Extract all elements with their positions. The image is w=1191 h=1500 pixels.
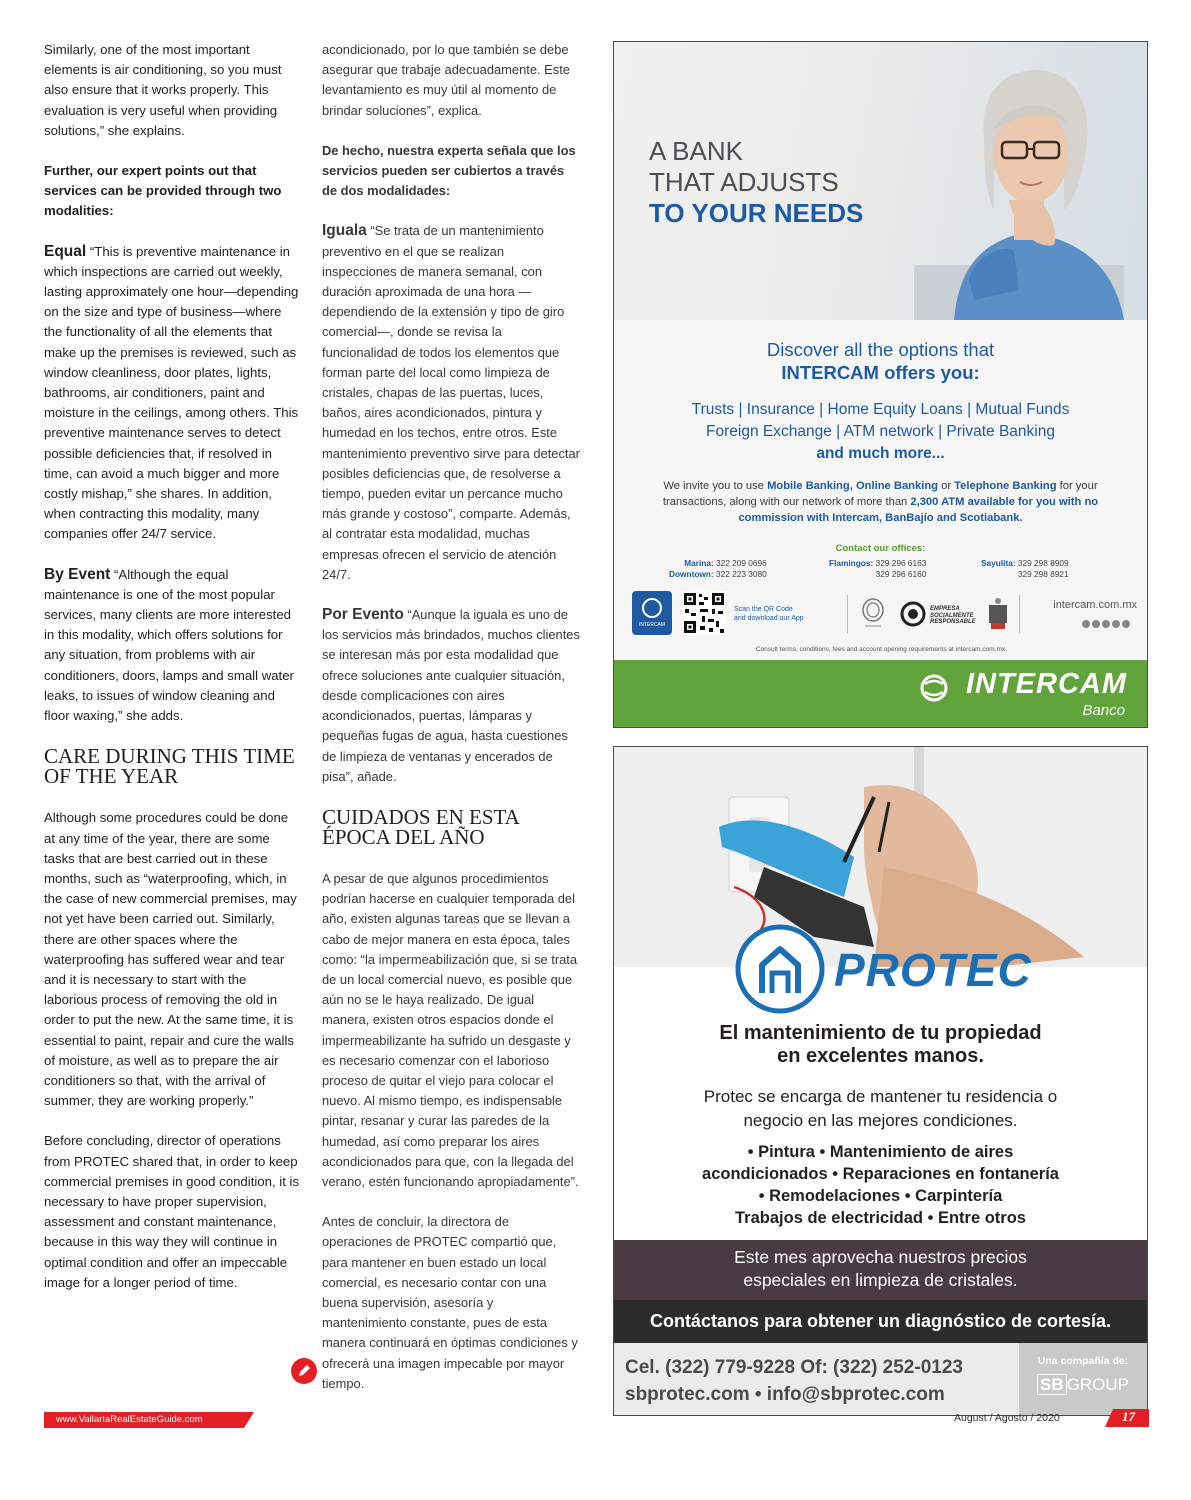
es-section-heading: CUIDADOS EN ESTA ÉPOCA DEL AÑO (322, 804, 519, 849)
en-event-label: By Event (44, 565, 111, 583)
intercam-app-icon[interactable] (632, 591, 672, 635)
office2-label-1: Flamingos: (829, 558, 874, 568)
esr-text-3: RESPONSABLE (930, 619, 976, 625)
scan-text-1: Scan the QR Code (734, 606, 793, 613)
instagram-icon[interactable] (1102, 620, 1110, 628)
discover-text (614, 338, 1147, 384)
invite-part-e: for your transactions, along with our network of more than (662, 480, 1098, 508)
intercam-brand-bar (614, 660, 1147, 728)
logo-row (632, 591, 1137, 639)
office2-phone-2: 329 296 6160 (875, 569, 927, 579)
protec-phones[interactable]: Cel. (322) 779-9228 Of: (322) 252-0123 (625, 1357, 963, 1378)
services-line-1: Trusts | Insurance | Home Equity Loans | Mutual Funds (691, 401, 1070, 418)
services-list (614, 399, 1147, 465)
woman-photo (914, 50, 1144, 320)
office1-label-1: Marina: (684, 558, 714, 568)
sb-mark: SB (1037, 1374, 1067, 1395)
office1-phone-2: 322 223 3080 (716, 569, 767, 579)
es-evento-paragraph (322, 605, 580, 787)
protec-ad[interactable] (613, 746, 1148, 1416)
protec-contact (625, 1354, 963, 1408)
promo-line-2: especiales en limpieza de cristales. (743, 1270, 1018, 1290)
award-badge-icon (987, 597, 1009, 631)
es-iguala-text: “Se trata de un mantenimiento preventivo en el que se realizan inspecciones de manera semanal, con duración aproximada de una hora —dependiendo de la extensión y tipo de giro comercial—, donde se revisa la funcionalidad de todos los elementos que forman parte del local como limpieza de cristales, chapas de las puertas, luces, baños, aires acondicionados, pintura y humedad en los techos, entre otros. Este mantenimiento preventivo sirve para detectar posibles deficiencias que, de resolverse a tiempo, pueden evitar un percance mucho más grande y costoso”, comparte. Además, al contratar esta modalidad, muchas empresas ofrecen el servicio de atención 24/7. (322, 223, 580, 582)
es-paragraph-4: Antes de concluir, la directora de operaciones de PROTEC compartió que, para mantener en buen estado un local comercial, es necesario contar con una buena supervisión, asesoría y mantenimiento constante, pues de esta manera continuará en óptimas condiciones y ofrecerá una imagen impecable por mayor tiempo. (322, 1214, 578, 1391)
en-section-heading: CARE DURING THIS TIME OF THE YEAR (44, 744, 295, 789)
intercam-brand-sub: Banco (1082, 702, 1125, 719)
group-word: GROUP (1066, 1375, 1129, 1394)
headline-line-3: TO YOUR NEEDS (649, 198, 864, 228)
youtube-icon[interactable] (1122, 620, 1130, 628)
promo-line-1: Este mes aprovecha nuestros precios (734, 1247, 1027, 1267)
protec-cta: Contáctanos para obtener un diagnóstico de cortesía. (614, 1300, 1147, 1343)
en-equal-paragraph (44, 242, 302, 545)
en-event-paragraph (44, 565, 302, 727)
protec-web-email[interactable]: sbprotec.com • info@sbprotec.com (625, 1384, 945, 1405)
es-evento-text: “Aunque la iguala es uno de los servicios más brindados, muchos clientes se interesan más por esta modalidad que ofrece soluciones ante cualquier situación, desde complicaciones con aires acondicionados, puertas, lámparas y pequeñas fugas de agua, hasta cuestiones de limpieza de ventanas y encerados de pisa”, añade. (322, 607, 580, 784)
page-number: 17 (1122, 1409, 1135, 1424)
discover-line-2: INTERCAM offers you: (781, 362, 980, 383)
fingerprint-badge-icon (860, 597, 886, 631)
service-line-4: Trabajos de electricidad • Entre otros (735, 1209, 1026, 1227)
discover-line-1: Discover all the options that (766, 339, 995, 360)
office2-phone-1: 329 296 6163 (875, 558, 927, 568)
office3-phone-1: 329 298 8909 (1017, 558, 1069, 568)
es-iguala-paragraph (322, 221, 580, 585)
es-paragraph-2: De hecho, nuestra experta señala que los servicios pueden ser cubiertos a través de dos modalidades: (322, 142, 576, 199)
social-icons (1082, 615, 1130, 633)
en-paragraph-1: Similarly, one of the most important elements is air conditioning, so you must also ensure that it works properly. This evaluation is very useful when providing solutions,” she explains. (44, 42, 282, 138)
en-equal-label: Equal (44, 242, 87, 260)
invite-part-f: 2,300 ATM available for you with no commission with Intercam, BanBajío and Scotiabank. (738, 496, 1099, 524)
english-column (44, 40, 302, 1313)
protec-logo-icon (734, 923, 826, 1015)
en-event-text: “Although the equal maintenance is one of the most popular services, many clients are more interested in this modality, which offers solutions for any situation, from problems with air conditioners, doors, lamps and small water leaks, to issues of window cleaning and floor waxing,” she adds. (44, 566, 294, 724)
ad-photo-hands (614, 747, 1147, 967)
services-line-2: Foreign Exchange | ATM network | Private Banking (706, 423, 1055, 440)
scan-text-2: and download our App (734, 615, 804, 622)
protec-brand: PROTEC (834, 944, 1032, 996)
es-paragraph-1: acondicionado, por lo que también se debe asegurar que trabaje adecuadamente. Este levantamiento es muy útil al momento de brindar soluciones”, explica. (322, 42, 570, 118)
sb-group-logo (1019, 1375, 1147, 1395)
desc-line-2: negocio en las mejores condiciones. (743, 1111, 1018, 1130)
en-equal-text: “This is preventive maintenance in which inspections are carried out weekly, lasting approximately one hour—depending on the size and type of business—where the functionality of all the elements that make up the premises is reviewed, such as window cleanliness, door plates, lights, bathrooms, air conditioners, paint and moisture in the ceilings, among others. This preventive maintenance serves to detect possible deficiencies that, if resolved in time, can avoid a much bigger and more costly mishap,” she shares. In addition, when contracting this modality, many companies offer 24/7 service. (44, 243, 299, 542)
protec-services (614, 1141, 1147, 1229)
invite-part-a: We invite you to use (663, 480, 768, 492)
office1-label-2: Downtown: (669, 569, 714, 579)
service-line-2: acondicionados • Reparaciones en fontanería (702, 1165, 1059, 1183)
protec-promo (614, 1240, 1147, 1300)
office-block-3 (981, 558, 1069, 580)
office-block-2 (829, 558, 926, 580)
es-iguala-label: Iguala (322, 222, 367, 240)
invite-part-c: or (938, 480, 955, 492)
en-paragraph-2: Further, our expert points out that services can be provided through two modalities: (44, 163, 282, 219)
intercam-ad[interactable] (613, 41, 1148, 728)
scan-text (734, 605, 804, 623)
ad-terms: Consult terms, conditions, fees and account opening requirements at intercam.com.mx (755, 646, 1006, 653)
tagline-line-1: El mantenimiento de tu propiedad (719, 1022, 1042, 1044)
footer-date: August / Agosto / 2020 (954, 1412, 1060, 1424)
contact-title: Contact our offices: (835, 543, 926, 554)
invite-part-b: Mobile Banking, Online Banking (767, 480, 938, 492)
protec-description (614, 1085, 1147, 1133)
invite-part-d: Telephone Banking (954, 480, 1057, 492)
sb-group-box (1019, 1343, 1147, 1416)
tagline-line-2: en excelentes manos. (777, 1045, 984, 1067)
pencil-icon (290, 1357, 318, 1385)
protec-contact-bar (614, 1343, 1147, 1416)
services-more: and much more... (816, 445, 945, 462)
es-paragraph-3: A pesar de que algunos procedimientos podrían hacerse en cualquier temporada del año, existen algunas tareas que se llevan a cabo de mejor manera en esta época, tales como: “la impermeabilización que, si se trata de un local comercial nuevo, es posible que aún no se le haya realizado. De igual manera, existen otros espacios donde el impermeabilizante ha sufrido un desgaste y es necesario comenzar con el laborioso proceso de quitar el viejo para colocar el nuevo. Al mismo tiempo, es indispensable pintar, resanar y curar las paredes de la humedad, así como preparar los aires acondicionados para que, con la llegada del verano, estén funcionando apropiadamente”. (322, 870, 579, 1189)
office3-label-1: Sayulita: (981, 558, 1016, 568)
divider (847, 595, 848, 633)
esr-text-2: SOCIALMENTE (930, 612, 974, 619)
twitter-icon[interactable] (1092, 620, 1100, 628)
protec-tagline (614, 1022, 1147, 1068)
headline-line-1: A BANK (649, 136, 743, 166)
headline-line-2: THAT ADJUSTS (649, 167, 839, 197)
linkedin-icon[interactable] (1112, 620, 1120, 628)
company-of-label: Una compañía de: (1037, 1355, 1129, 1367)
office-block-1 (669, 558, 767, 580)
invite-text (634, 478, 1127, 526)
en-paragraph-4: Before concluding, director of operations from PROTEC shared that, in order to keep commercial premises in good condition, it is necessary to have proper supervision, assessment and constant maintenance, because in this way they will continue in optimal condition and offer an impeccable image for a longer period of time. (44, 1133, 300, 1290)
esr-label (930, 606, 976, 626)
ad-headline (649, 136, 863, 229)
spanish-column (322, 40, 580, 1414)
es-evento-label: Por Evento (322, 606, 404, 624)
qr-code-icon[interactable] (682, 591, 726, 635)
office3-phone-2: 329 298 8921 (1017, 569, 1069, 579)
circular-logo-icon (900, 601, 926, 627)
office1-phone-1: 322 209 0696 (716, 558, 767, 568)
app-icon-label: INTERCAM (638, 622, 666, 628)
intercam-website[interactable]: intercam.com.mx (1053, 599, 1137, 611)
en-paragraph-3: Although some procedures could be done at any time of the year, there are some tasks that are best carried out in these months, such as “waterproofing, which, in the case of new commercial premises, may not yet have been carried out. Similarly, there are other spaces where the waterproofing has suffered wear and tear and it is necessary to start with the laborious process of removing the old in order to put the new. At the same time, it is essential to paint, repair and cure the walls of moisture, as well as to prepare the air conditioners so that, with the arrival of summer, they are working properly.” (44, 810, 297, 1109)
intercam-logo-icon (917, 673, 951, 703)
divider-2 (1019, 595, 1020, 633)
hands-multimeter-photo (614, 747, 1147, 967)
desc-line-1: Protec se encarga de mantener tu residencia o (703, 1087, 1058, 1106)
esr-text-1: EMPRESA (930, 606, 960, 612)
intercam-brand: INTERCAM (965, 668, 1127, 700)
service-line-3: • Remodelaciones • Carpintería (758, 1187, 1003, 1205)
service-line-1: • Pintura • Mantenimiento de aires (747, 1143, 1014, 1161)
facebook-icon[interactable] (1082, 620, 1090, 628)
footer-url[interactable]: www.VallartaRealEstateGuide.com (56, 1414, 203, 1425)
